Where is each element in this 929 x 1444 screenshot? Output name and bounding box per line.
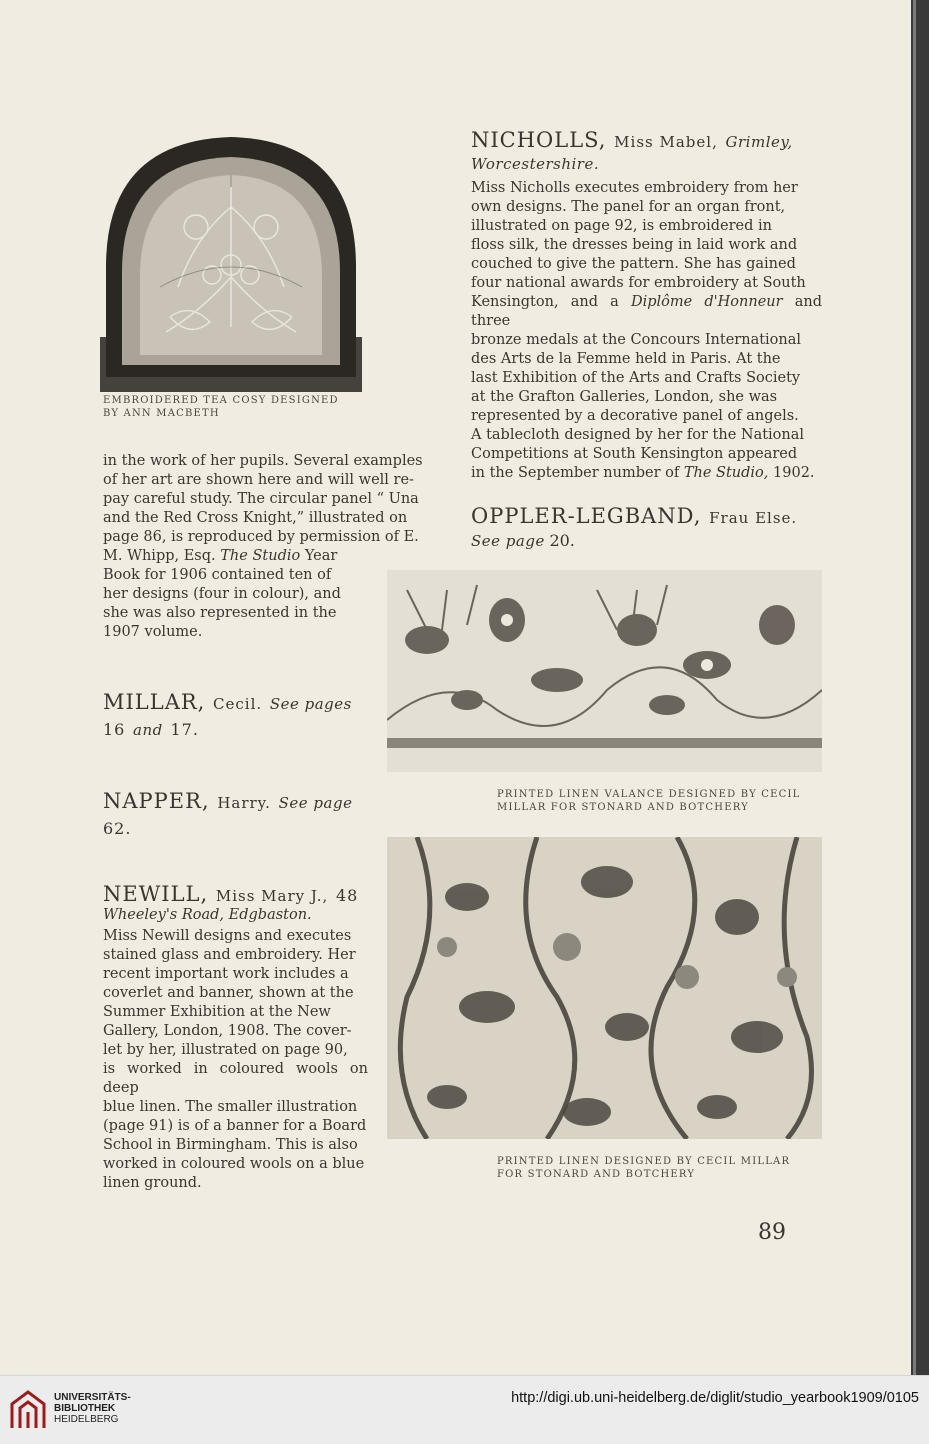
source-url-link[interactable]: http://digi.ub.uni-heidelberg.de/diglit/studio_yearbook1909/0105 — [511, 1390, 919, 1406]
text-line: is worked in coloured wools on deep — [103, 1061, 368, 1096]
text-line: bronze medals at the Concours International — [471, 332, 802, 348]
caption-line: MILLAR FOR STONARD AND BOTCHERY — [497, 802, 749, 813]
viewer-footer — [0, 1375, 929, 1444]
text-line: School in Birmingham. This is also — [103, 1137, 358, 1153]
text-line: worked in coloured wools on a blue — [103, 1156, 365, 1172]
county: Worcestershire. — [471, 155, 600, 173]
text-line: coverlet and banner, shown at the — [103, 985, 354, 1001]
text-line: page 86, is reproduced by permission of E. — [103, 529, 419, 545]
text-line: at the Grafton Galleries, London, she was — [471, 389, 778, 405]
text-line — [471, 464, 822, 483]
surname: NEWILL, — [103, 882, 209, 906]
studio-title: The Studio, — [683, 465, 769, 481]
text-line: of her art are shown here and will well re- — [103, 472, 414, 488]
linen-drawing — [387, 837, 822, 1139]
text-line: her designs (four in colour), and — [103, 586, 341, 602]
surname: NICHOLLS, — [471, 128, 607, 152]
library-line: UNIVERSITÄTS- — [54, 1392, 131, 1403]
valance-image — [387, 570, 822, 772]
address: Wheeley's Road, Edgbaston. — [103, 907, 312, 923]
tea-cosy-drawing — [100, 127, 362, 392]
page-ref: 17. — [170, 720, 199, 739]
text-line: A tablecloth designed by her for the National — [471, 427, 805, 443]
oppler-see — [471, 531, 671, 552]
oppler-heading — [471, 504, 831, 530]
text-line: 1907 volume. — [103, 624, 203, 640]
library-name — [54, 1392, 131, 1425]
nicholls-body — [471, 179, 822, 483]
text-line: let by her, illustrated on page 90, — [103, 1042, 348, 1058]
and-word: and — [133, 721, 163, 739]
millar-heading — [103, 690, 373, 742]
first-name: Frau Else. — [709, 509, 798, 527]
see-page: See page — [278, 794, 353, 812]
page-ref: 62. — [103, 819, 132, 838]
linen-caption — [497, 1155, 790, 1181]
page-number: 89 — [758, 1220, 786, 1245]
text-line: own designs. The panel for an organ front, — [471, 199, 786, 215]
first-name: Cecil. — [213, 695, 263, 713]
text-line: Book for 1906 contained ten of — [103, 567, 332, 583]
text-line: (page 91) is of a banner for a Board — [103, 1118, 367, 1134]
left-continuation-narrow — [103, 547, 368, 642]
caption-line: PRINTED LINEN DESIGNED BY CECIL MILLAR — [497, 1156, 791, 1167]
newill-heading — [103, 882, 378, 908]
place: Grimley, — [725, 133, 793, 151]
studio-title: The Studio — [220, 548, 301, 564]
linen-image — [387, 837, 822, 1139]
text-line: recent important work includes a — [103, 966, 349, 982]
text-line: Gallery, London, 1908. The cover- — [103, 1023, 352, 1039]
page-ref: 20. — [549, 531, 575, 550]
text-line: floss silk, the dresses being in laid work and — [471, 237, 798, 253]
library-logo-icon — [8, 1388, 48, 1432]
street-number: 48 — [335, 886, 359, 905]
library-line: HEIDELBERG — [54, 1414, 119, 1425]
page-ref: 16 — [103, 720, 126, 739]
text-line — [103, 547, 368, 566]
page-edge-line — [913, 0, 916, 1375]
nicholls-county — [471, 155, 821, 175]
text-segment: in the September number of — [471, 465, 684, 481]
text-line: Competitions at South Kensington appeared — [471, 446, 798, 462]
napper-heading — [103, 789, 373, 841]
text-line: illustrated on page 92, is embroidered in — [471, 218, 772, 234]
text-line: Miss Newill designs and executes — [103, 928, 352, 944]
library-line: BIBLIOTHEK — [54, 1403, 116, 1414]
text-line: in the work of her pupils. Several examples — [103, 453, 423, 469]
text-segment: M. Whipp, Esq. — [103, 548, 221, 564]
text-line: Summer Exhibition at the New — [103, 1004, 331, 1020]
text-segment: and three — [471, 294, 823, 329]
text-line: and the Red Cross Knight,” illustrated on — [103, 510, 408, 526]
diplome-title: Diplôme d'Honneur — [630, 294, 783, 310]
text-line: last Exhibition of the Arts and Crafts Society — [471, 370, 801, 386]
text-segment: 1902. — [768, 465, 815, 481]
first-name: Harry. — [217, 794, 271, 812]
newill-body — [103, 927, 368, 1193]
text-line: linen ground. — [103, 1175, 202, 1191]
valance-drawing — [387, 570, 822, 772]
see-page: See page — [471, 532, 545, 550]
text-segment: Year — [300, 548, 338, 564]
surname: NAPPER, — [103, 789, 210, 813]
tea-cosy-caption — [103, 394, 339, 420]
text-line: couched to give the pattern. She has gained — [471, 256, 796, 272]
text-line: stained glass and embroidery. Her — [103, 947, 356, 963]
first-name: Miss Mabel, — [614, 133, 718, 151]
text-line: blue linen. The smaller illustration — [103, 1099, 358, 1115]
text-line: she was also represented in the — [103, 605, 337, 621]
tea-cosy-image — [100, 127, 362, 392]
text-segment: Kensington, and a — [471, 294, 631, 310]
caption-line: PRINTED LINEN VALANCE DESIGNED BY CECIL — [497, 789, 801, 800]
caption-line: EMBROIDERED TEA COSY DESIGNED — [103, 395, 339, 406]
valance-caption — [497, 788, 801, 814]
see-pages: See pages — [269, 695, 352, 713]
text-line: pay careful study. The circular panel “ Una — [103, 491, 419, 507]
text-line: four national awards for embroidery at South — [471, 275, 806, 291]
first-name: Miss Mary J., — [215, 887, 329, 905]
text-line — [471, 293, 822, 331]
caption-line: FOR STONARD AND BOTCHERY — [497, 1169, 696, 1180]
text-line: des Arts de la Femme held in Paris. At the — [471, 351, 781, 367]
text-line: Miss Nicholls executes embroidery from her — [471, 180, 798, 196]
surname: MILLAR, — [103, 690, 206, 714]
nicholls-heading — [471, 128, 826, 154]
left-continuation-wide — [103, 452, 450, 547]
caption-line: BY ANN MACBETH — [103, 408, 220, 419]
surname: OPPLER-LEGBAND, — [471, 504, 702, 528]
newill-address — [103, 906, 368, 925]
text-line: represented by a decorative panel of angels. — [471, 408, 799, 424]
